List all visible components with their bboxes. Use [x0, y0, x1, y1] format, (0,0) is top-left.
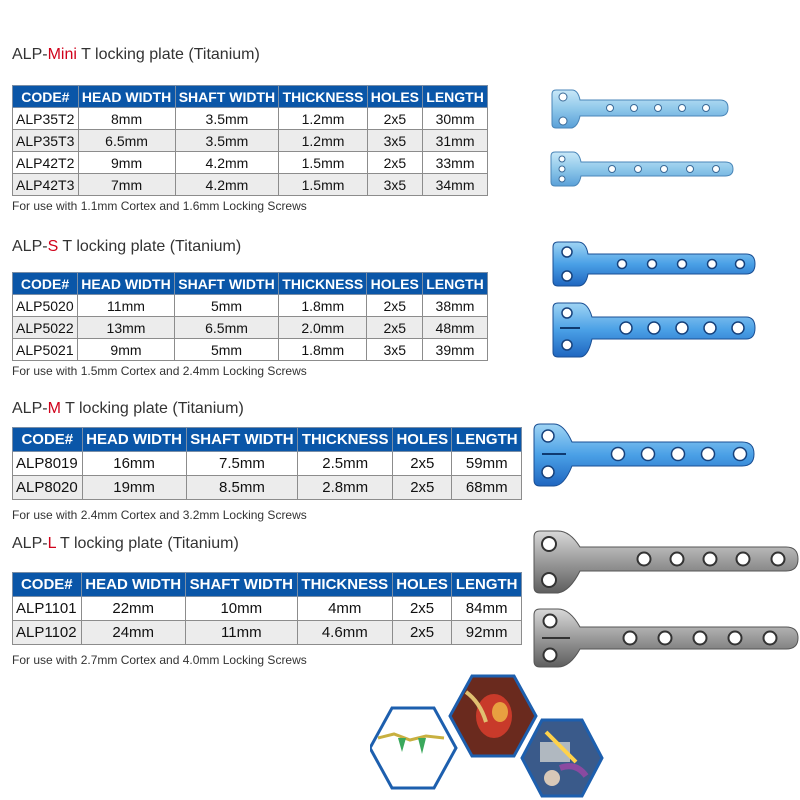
- col-head-width: HEAD WIDTH: [82, 428, 186, 452]
- cell-holes: 2x5: [392, 621, 452, 645]
- col-head-width: HEAD WIDTH: [81, 573, 185, 597]
- cell-thickness: 2.8mm: [298, 476, 393, 500]
- col-code: CODE#: [13, 573, 82, 597]
- col-length: LENGTH: [452, 573, 522, 597]
- cell-holes: 3x5: [367, 339, 423, 361]
- cell-code: ALP5020: [13, 295, 78, 317]
- col-head-width: HEAD WIDTH: [78, 86, 175, 108]
- table-row: [13, 174, 488, 196]
- col-thickness: THICKNESS: [279, 273, 367, 295]
- col-code: CODE#: [13, 428, 83, 452]
- screw-note-m: For use with 2.4mm Cortex and 3.2mm Locking Screws: [12, 508, 307, 522]
- table-row: [13, 597, 522, 621]
- cell-shaft-width: 4.2mm: [175, 174, 279, 196]
- cell-head-width: 7mm: [78, 174, 175, 196]
- cell-code: ALP1101: [13, 597, 82, 621]
- cell-length: 92mm: [452, 621, 522, 645]
- cell-length: 84mm: [452, 597, 522, 621]
- spec-table-mini: [12, 85, 488, 196]
- col-shaft-width: SHAFT WIDTH: [175, 86, 279, 108]
- cell-holes: 2x5: [367, 295, 423, 317]
- section-title-m: ALP-M T locking plate (Titanium): [12, 400, 244, 417]
- cell-holes: 2x5: [367, 108, 422, 130]
- spec-table-m: [12, 427, 522, 500]
- spec-table-l: [12, 572, 522, 645]
- col-thickness: THICKNESS: [297, 573, 392, 597]
- cell-thickness: 4mm: [297, 597, 392, 621]
- cell-shaft-width: 10mm: [185, 597, 297, 621]
- table-row: [13, 339, 488, 361]
- cell-thickness: 1.5mm: [279, 152, 367, 174]
- cell-thickness: 1.5mm: [279, 174, 367, 196]
- cell-code: ALP5021: [13, 339, 78, 361]
- cell-code: ALP8020: [13, 476, 83, 500]
- t-plate-s-split-head-image: [552, 300, 757, 360]
- cell-shaft-width: 6.5mm: [174, 317, 278, 339]
- col-holes: HOLES: [393, 428, 452, 452]
- t-plate-m-image: [532, 420, 762, 490]
- cell-holes: 3x5: [367, 130, 422, 152]
- cell-head-width: 11mm: [77, 295, 174, 317]
- cell-head-width: 22mm: [81, 597, 185, 621]
- cell-length: 39mm: [423, 339, 488, 361]
- cell-code: ALP35T3: [13, 130, 79, 152]
- col-head-width: HEAD WIDTH: [77, 273, 174, 295]
- cell-thickness: 1.8mm: [279, 339, 367, 361]
- cell-head-width: 8mm: [78, 108, 175, 130]
- col-shaft-width: SHAFT WIDTH: [174, 273, 278, 295]
- col-holes: HOLES: [392, 573, 452, 597]
- cell-code: ALP35T2: [13, 108, 79, 130]
- cell-thickness: 1.2mm: [279, 108, 367, 130]
- table-row: [13, 452, 522, 476]
- cell-shaft-width: 11mm: [185, 621, 297, 645]
- cell-code: ALP5022: [13, 317, 78, 339]
- cell-holes: 2x5: [367, 317, 423, 339]
- surgical-use-photos: [370, 672, 610, 800]
- cell-shaft-width: 7.5mm: [186, 452, 298, 476]
- table-row: [13, 621, 522, 645]
- col-thickness: THICKNESS: [279, 86, 367, 108]
- col-length: LENGTH: [452, 428, 522, 452]
- cell-thickness: 1.2mm: [279, 130, 367, 152]
- cell-holes: 2x5: [393, 476, 452, 500]
- cell-shaft-width: 4.2mm: [175, 152, 279, 174]
- section-title-mini: ALP-Mini T locking plate (Titanium): [12, 46, 260, 63]
- cell-shaft-width: 5mm: [174, 339, 278, 361]
- cell-holes: 3x5: [367, 174, 422, 196]
- col-code: CODE#: [13, 273, 78, 295]
- table-row: [13, 476, 522, 500]
- t-plate-mini-3-hole-head-image: [550, 150, 735, 188]
- cell-head-width: 13mm: [77, 317, 174, 339]
- xray-hexagon: [370, 708, 456, 788]
- cell-head-width: 9mm: [77, 339, 174, 361]
- cell-head-width: 9mm: [78, 152, 175, 174]
- cell-thickness: 1.8mm: [279, 295, 367, 317]
- t-plate-mini-2-hole-head-image: [550, 86, 730, 132]
- cell-holes: 2x5: [392, 597, 452, 621]
- screw-note-mini: For use with 1.1mm Cortex and 1.6mm Locking Screws: [12, 199, 307, 213]
- cell-shaft-width: 8.5mm: [186, 476, 298, 500]
- cell-code: ALP42T3: [13, 174, 79, 196]
- cell-head-width: 19mm: [82, 476, 186, 500]
- cell-thickness: 2.5mm: [298, 452, 393, 476]
- table-row: [13, 152, 488, 174]
- cell-head-width: 24mm: [81, 621, 185, 645]
- t-plate-l-2-hole-head-image: [532, 528, 800, 598]
- col-holes: HOLES: [367, 273, 423, 295]
- col-code: CODE#: [13, 86, 79, 108]
- spec-table-s: [12, 272, 488, 361]
- cell-shaft-width: 3.5mm: [175, 130, 279, 152]
- cell-length: 59mm: [452, 452, 522, 476]
- cell-holes: 2x5: [393, 452, 452, 476]
- cell-length: 33mm: [423, 152, 488, 174]
- cell-length: 48mm: [423, 317, 488, 339]
- t-plate-s-2-hole-head-image: [552, 240, 757, 288]
- section-title-s: ALP-S T locking plate (Titanium): [12, 238, 242, 255]
- screw-note-l: For use with 2.7mm Cortex and 4.0mm Locking Screws: [12, 653, 307, 667]
- screw-note-s: For use with 1.5mm Cortex and 2.4mm Locking Screws: [12, 364, 307, 378]
- cell-holes: 2x5: [367, 152, 422, 174]
- cell-length: 38mm: [423, 295, 488, 317]
- cell-shaft-width: 3.5mm: [175, 108, 279, 130]
- col-thickness: THICKNESS: [298, 428, 393, 452]
- cell-length: 68mm: [452, 476, 522, 500]
- col-length: LENGTH: [423, 273, 488, 295]
- cell-head-width: 16mm: [82, 452, 186, 476]
- t-plate-l-split-head-image: [532, 606, 800, 670]
- col-holes: HOLES: [367, 86, 422, 108]
- cell-code: ALP8019: [13, 452, 83, 476]
- cell-shaft-width: 5mm: [174, 295, 278, 317]
- cell-length: 31mm: [423, 130, 488, 152]
- section-title-l: ALP-L T locking plate (Titanium): [12, 535, 239, 552]
- cell-code: ALP42T2: [13, 152, 79, 174]
- table-row: [13, 130, 488, 152]
- table-row: [13, 317, 488, 339]
- cell-thickness: 2.0mm: [279, 317, 367, 339]
- cell-length: 30mm: [423, 108, 488, 130]
- col-length: LENGTH: [423, 86, 488, 108]
- cell-code: ALP1102: [13, 621, 82, 645]
- cell-length: 34mm: [423, 174, 488, 196]
- table-row: [13, 295, 488, 317]
- cell-thickness: 4.6mm: [297, 621, 392, 645]
- col-shaft-width: SHAFT WIDTH: [185, 573, 297, 597]
- col-shaft-width: SHAFT WIDTH: [186, 428, 298, 452]
- cell-head-width: 6.5mm: [78, 130, 175, 152]
- table-row: [13, 108, 488, 130]
